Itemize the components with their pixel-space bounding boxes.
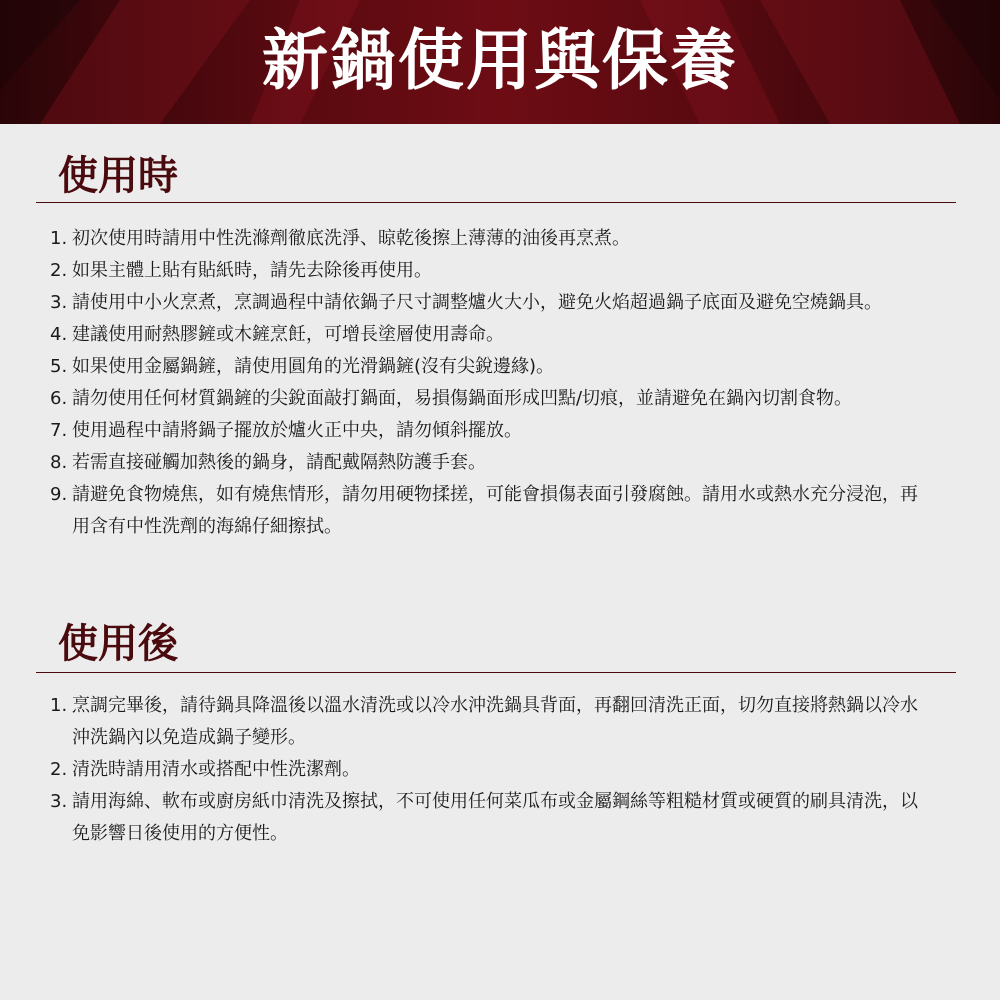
item-text: 清洗時請用清水或搭配中性洗潔劑。 (72, 759, 360, 780)
item-number: 7. (50, 420, 68, 441)
item-number: 3. (50, 791, 68, 812)
item-text: 若需直接碰觸加熱後的鍋身，請配戴隔熱防護手套。 (72, 452, 486, 473)
list-item (50, 754, 930, 786)
item-text: 烹調完畢後，請待鍋具降溫後以溫水清洗或以冷水沖洗鍋具背面，再翻回清洗正面，切勿直接將熱鍋以冷水沖洗鍋內以免造成鍋子變形。 (72, 695, 918, 748)
list-item (50, 287, 930, 319)
item-number: 2. (50, 759, 68, 780)
item-number: 1. (50, 228, 68, 249)
item-text: 請使用中小火烹煮，烹調過程中請依鍋子尺寸調整爐火大小，避免火焰超過鍋子底面及避免空燒鍋具。 (72, 292, 882, 313)
item-number: 4. (50, 324, 68, 345)
item-text: 請勿使用任何材質鍋鏟的尖銳面敲打鍋面，易損傷鍋面形成凹點/切痕，並請避免在鍋內切割食物。 (72, 388, 853, 409)
item-number: 6. (50, 388, 68, 409)
item-number: 3. (50, 292, 68, 313)
item-number: 2. (50, 260, 68, 281)
item-text: 初次使用時請用中性洗滌劑徹底洗淨、晾乾後擦上薄薄的油後再烹煮。 (72, 228, 630, 249)
section-divider (36, 202, 956, 203)
title-banner (0, 0, 1000, 124)
item-text: 使用過程中請將鍋子擺放於爐火正中央，請勿傾斜擺放。 (72, 420, 522, 441)
section-divider (36, 672, 956, 673)
item-text: 建議使用耐熱膠鏟或木鏟烹飪，可增長塗層使用壽命。 (72, 324, 504, 345)
after-use-list (50, 690, 930, 850)
item-number: 1. (50, 695, 68, 716)
item-text: 如果使用金屬鍋鏟，請使用圓角的光滑鍋鏟(沒有尖銳邊緣)。 (72, 356, 555, 377)
list-item (50, 319, 930, 351)
item-text: 請用海綿、軟布或廚房紙巾清洗及擦拭，不可使用任何菜瓜布或金屬鋼絲等粗糙材質或硬質的刷具清洗，以免影響日後使用的方便性。 (72, 791, 918, 844)
item-number: 9. (50, 484, 68, 505)
item-number: 8. (50, 452, 68, 473)
list-item (50, 351, 930, 383)
page-title: 新鍋使用與保養 (262, 22, 738, 99)
list-item (50, 786, 930, 850)
list-item (50, 479, 930, 543)
list-item (50, 690, 930, 754)
during-use-list (50, 223, 930, 543)
list-item (50, 255, 930, 287)
section-heading-after-use: 使用後 (58, 621, 178, 667)
list-item (50, 383, 930, 415)
list-item (50, 223, 930, 255)
list-item (50, 415, 930, 447)
list-item (50, 447, 930, 479)
item-text: 請避免食物燒焦，如有燒焦情形，請勿用硬物揉搓，可能會損傷表面引發腐蝕。請用水或熱水充分浸泡，再用含有中性洗劑的海綿仔細擦拭。 (72, 484, 918, 537)
section-heading-during-use: 使用時 (58, 153, 178, 199)
item-text: 如果主體上貼有貼紙時，請先去除後再使用。 (72, 260, 432, 281)
item-number: 5. (50, 356, 68, 377)
